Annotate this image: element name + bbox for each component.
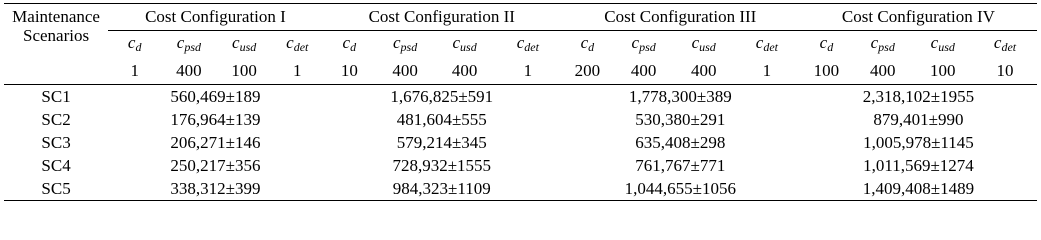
- cost-value-cell: 560,469±189: [170, 86, 261, 106]
- symbol-subscript: usd: [699, 40, 716, 54]
- symbol-cell: [217, 31, 272, 58]
- config-value-cell: 1: [734, 57, 800, 85]
- table-row: [4, 177, 1037, 201]
- symbol-cell: [673, 31, 734, 58]
- symbol-cell: [323, 31, 376, 58]
- symbol-subscript: usd: [239, 40, 257, 54]
- cost-value-cell: 176,964±139: [170, 109, 261, 129]
- symbol-cell: [912, 31, 973, 58]
- symbol-cell: [108, 31, 161, 58]
- config-value-cell: 400: [853, 57, 913, 85]
- symbol-base: c: [691, 33, 700, 52]
- config-value-cell: 400: [376, 57, 434, 85]
- cost-value-cell: 1,044,655±1056: [561, 177, 800, 201]
- symbol-cell: [800, 31, 853, 58]
- symbol-subscript: d: [135, 40, 142, 54]
- cost-value-cell: 1,778,300±389: [628, 86, 732, 106]
- symbol-cell: [614, 31, 674, 58]
- symbol-subscript: psd: [639, 40, 656, 54]
- symbol-base: c: [755, 33, 764, 52]
- cost-value-cell: 728,932±1555: [392, 155, 492, 175]
- cost-value-cell: 530,380±291: [635, 109, 726, 129]
- cost-value-cell: 1,011,569±1274: [863, 155, 974, 175]
- symbol-subscript: usd: [460, 40, 477, 54]
- symbol-subscript: d: [827, 40, 834, 54]
- symbol-subscript: det: [293, 40, 309, 54]
- symbol-base: c: [232, 33, 240, 52]
- config-header-3: Cost Configuration III: [561, 4, 800, 31]
- config-value-cell: 1: [272, 57, 323, 85]
- config-value-cell: 100: [912, 57, 973, 85]
- table-row: [4, 131, 1037, 154]
- config-value-cell: 10: [973, 57, 1037, 85]
- scenario-cell: SC5: [4, 177, 108, 201]
- cost-value-cell: 206,271±146: [170, 132, 261, 152]
- header-row-configs: [4, 4, 1037, 31]
- cost-value-cell: 1,409,408±1489: [800, 177, 1037, 201]
- symbol-base: c: [127, 33, 136, 52]
- config-value-cell: 200: [561, 57, 614, 85]
- symbol-subscript: psd: [878, 40, 895, 54]
- cost-value-cell: 1,676,825±591: [390, 86, 494, 106]
- symbol-subscript: d: [588, 40, 595, 54]
- cost-value-cell: 761,767±771: [635, 155, 726, 175]
- cost-value-cell: 338,312±399: [108, 177, 323, 201]
- symbol-subscript: det: [1001, 40, 1017, 54]
- symbol-subscript: det: [524, 40, 539, 54]
- symbol-cell: [734, 31, 800, 58]
- scenario-cell: SC3: [41, 132, 71, 152]
- config-header-4: Cost Configuration IV: [800, 4, 1037, 31]
- symbol-base: c: [580, 33, 589, 52]
- cost-value-cell: 1,005,978±1145: [863, 132, 974, 152]
- symbol-cell: [161, 31, 216, 58]
- cost-value-cell: 2,318,102±1955: [862, 86, 975, 106]
- cost-value-cell: 984,323±1109: [323, 177, 561, 201]
- symbol-subscript: psd: [184, 40, 201, 54]
- symbol-subscript: usd: [938, 40, 955, 54]
- symbol-base: c: [452, 33, 461, 52]
- config-value-cell: 400: [673, 57, 734, 85]
- cost-value-cell: 250,217±356: [170, 155, 261, 175]
- symbol-base: c: [631, 33, 640, 52]
- symbol-base: c: [393, 33, 401, 52]
- symbol-cell: [853, 31, 913, 58]
- scenario-cell: SC1: [41, 86, 71, 106]
- scenario-cell: SC4: [41, 155, 71, 175]
- symbol-cell: [376, 31, 434, 58]
- config-value-cell: 1: [108, 57, 161, 85]
- symbol-cell: [561, 31, 614, 58]
- header-row-values: [4, 57, 1037, 85]
- cost-value-cell: 481,604±555: [396, 109, 487, 129]
- symbol-base: c: [870, 33, 879, 52]
- config-value-cell: 400: [614, 57, 674, 85]
- table-row: [4, 85, 1037, 109]
- symbol-cell: [272, 31, 323, 58]
- table-body: [4, 85, 1037, 201]
- symbol-base: c: [930, 33, 939, 52]
- symbol-base: c: [286, 33, 294, 52]
- scenario-column-header: [4, 4, 108, 85]
- config-value-cell: 100: [800, 57, 853, 85]
- results-table: [4, 3, 1037, 201]
- cost-value-cell: 635,408±298: [635, 132, 726, 152]
- config-value-cell: 100: [217, 57, 272, 85]
- table-row: [4, 154, 1037, 177]
- symbol-base: c: [516, 33, 525, 52]
- cost-value-cell: 579,214±345: [396, 132, 487, 152]
- cost-value-cell: 879,401±990: [873, 109, 964, 129]
- symbol-cell: [973, 31, 1037, 58]
- config-value-cell: 1: [495, 57, 561, 85]
- scenario-header-line1: Maintenance: [12, 7, 100, 26]
- config-value-cell: 400: [161, 57, 216, 85]
- scenario-cell: SC2: [41, 109, 71, 129]
- table-row: [4, 108, 1037, 131]
- config-value-cell: 400: [434, 57, 495, 85]
- config-header-1: Cost Configuration I: [108, 4, 323, 31]
- symbol-base: c: [819, 33, 828, 52]
- symbol-base: c: [342, 33, 351, 52]
- config-value-cell: 10: [323, 57, 376, 85]
- symbol-subscript: psd: [400, 40, 418, 54]
- scenario-header-line2: Scenarios: [23, 26, 90, 45]
- symbol-base: c: [176, 33, 185, 52]
- symbol-subscript: det: [763, 40, 779, 54]
- symbol-base: c: [993, 33, 1002, 52]
- symbol-cell: [434, 31, 495, 58]
- config-header-2: Cost Configuration II: [323, 4, 561, 31]
- header-row-symbols: [4, 31, 1037, 58]
- symbol-subscript: d: [350, 40, 357, 54]
- symbol-cell: [495, 31, 561, 58]
